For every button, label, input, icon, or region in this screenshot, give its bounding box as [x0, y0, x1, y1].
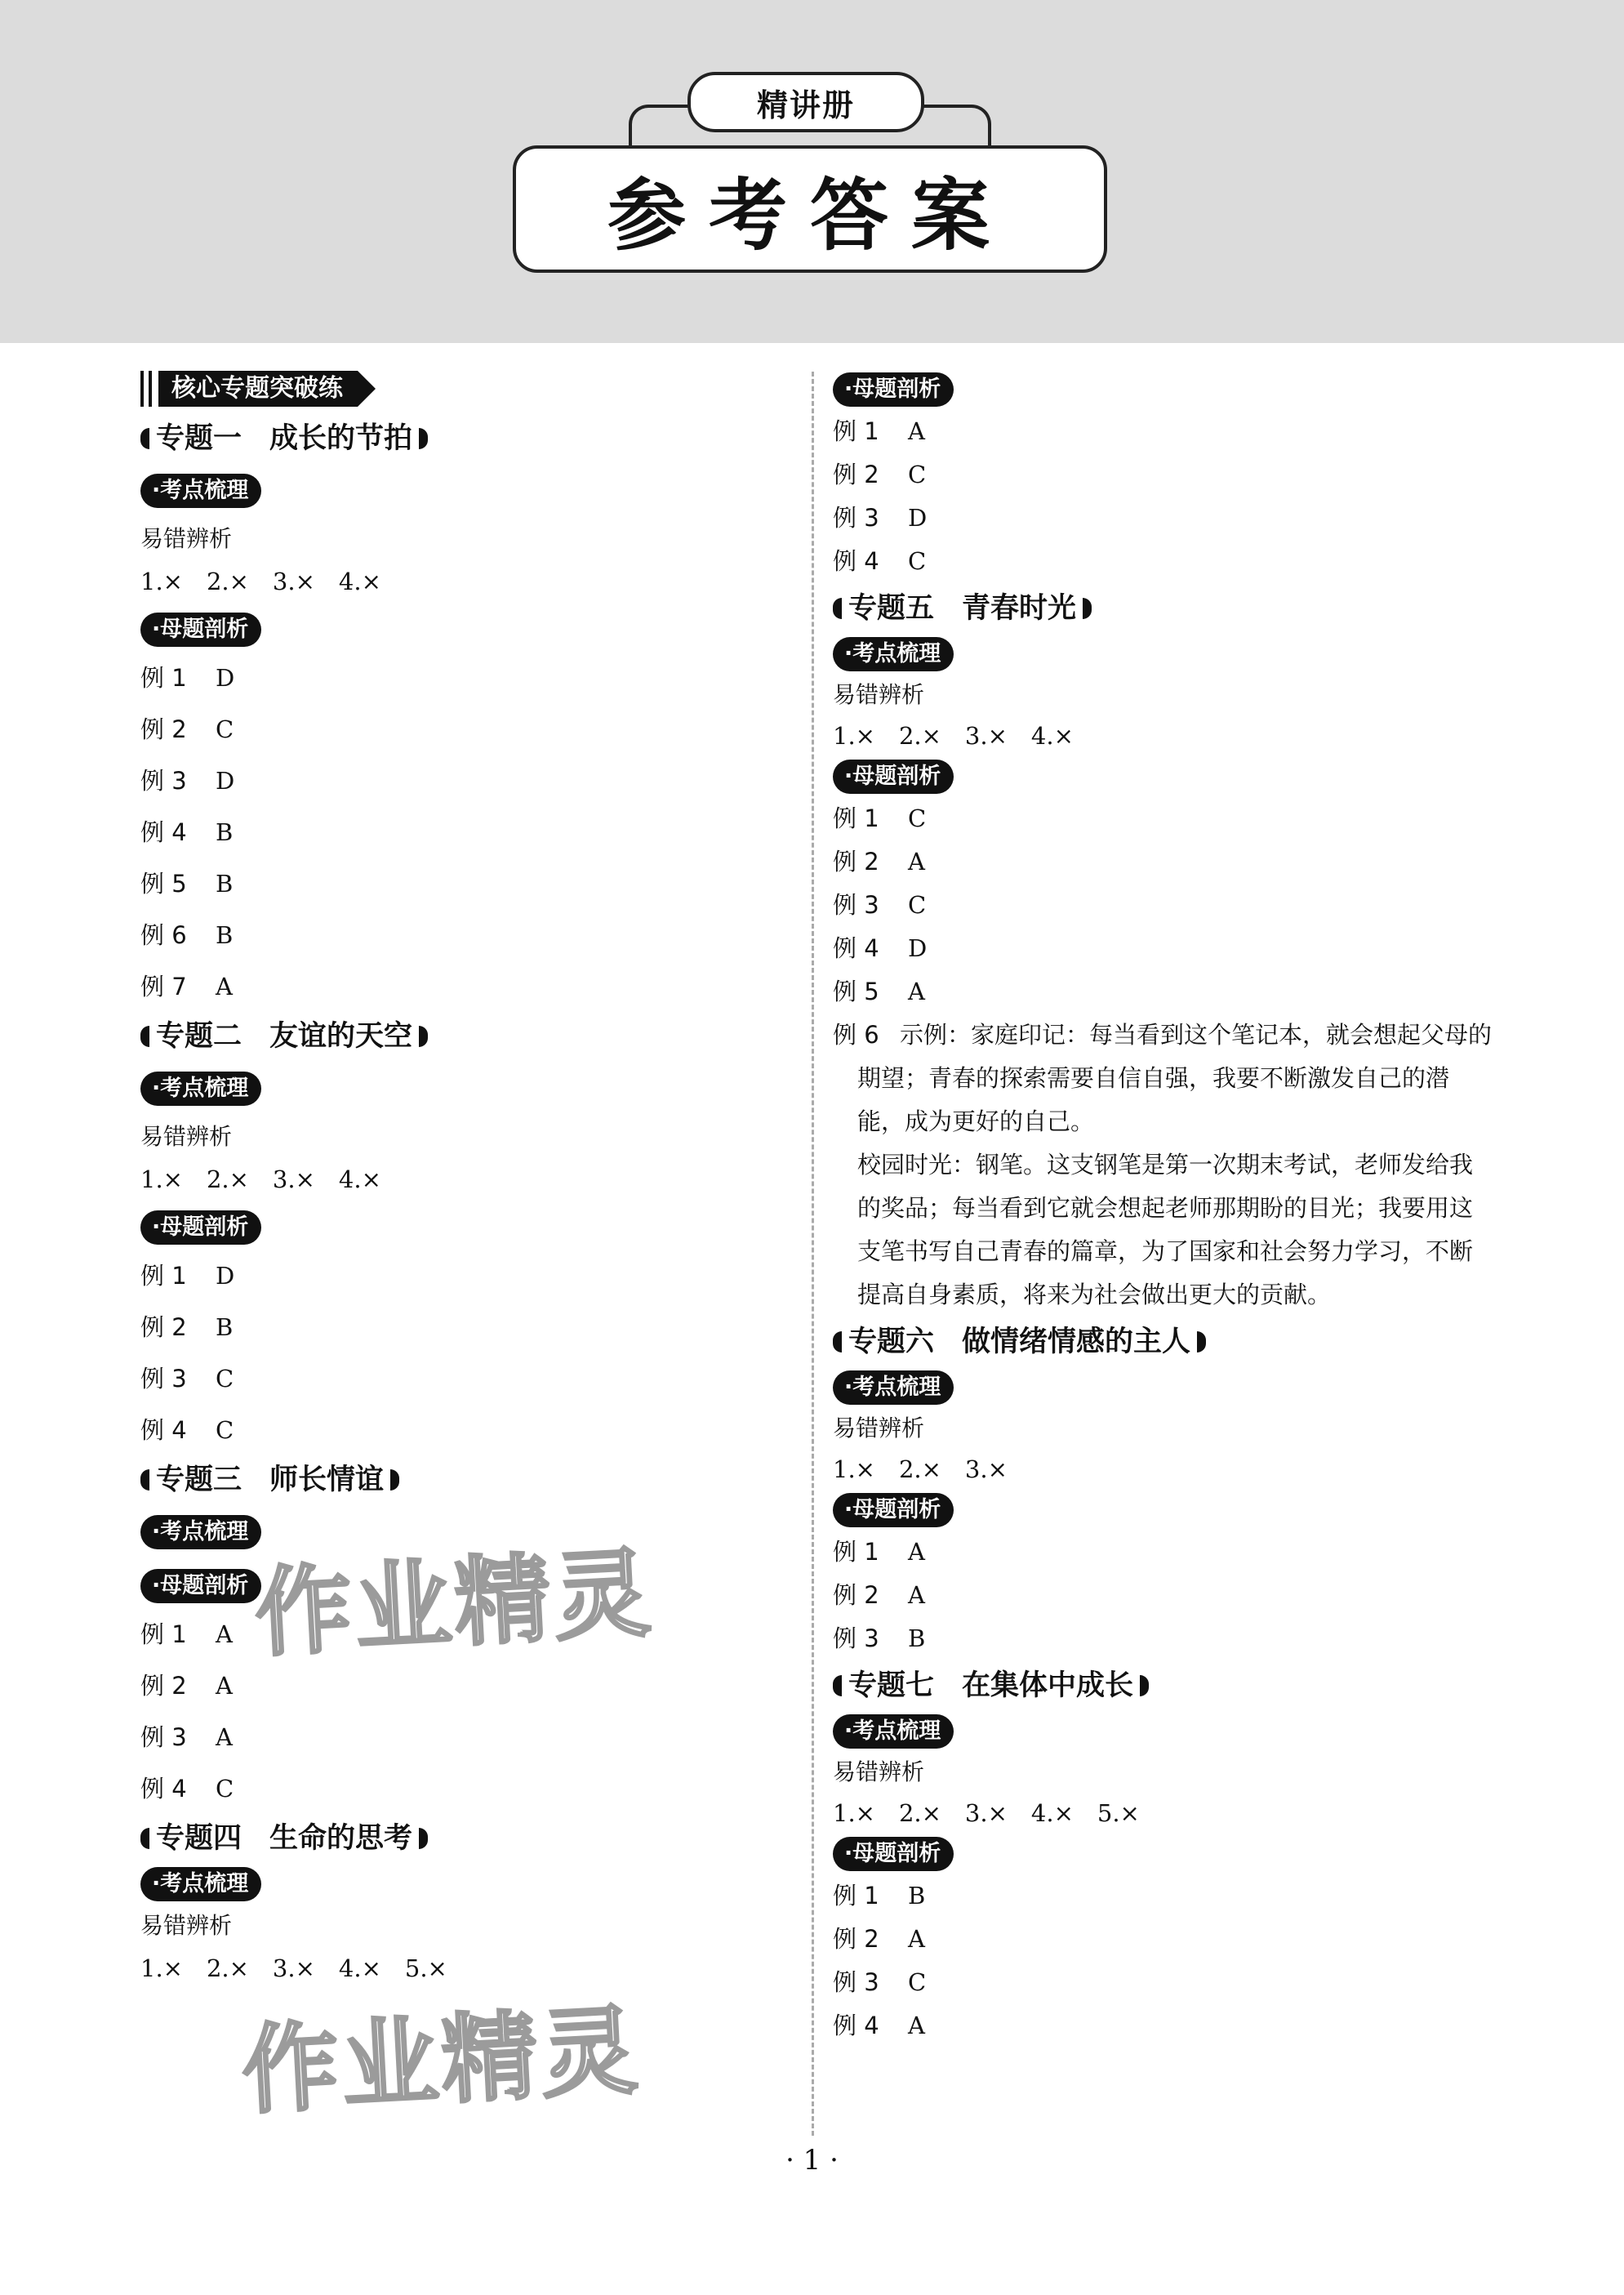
example-answer: 例 2 A: [833, 848, 925, 876]
left-column: [140, 368, 794, 1990]
example-answer: 例 3 C: [833, 891, 927, 919]
bracket-right-icon: [419, 1026, 428, 1047]
topic-5-heading: [833, 583, 1494, 634]
topic-2-heading: [140, 1011, 794, 1062]
topic-name: 成长的节拍: [269, 422, 413, 455]
topic-number: 专题三: [156, 1464, 242, 1496]
key-points-tag: ·考点梳理: [140, 1515, 261, 1549]
topic-number: 专题二: [156, 1020, 242, 1053]
example-answer: 例 1 A: [833, 1538, 925, 1566]
bracket-left-icon: [833, 1675, 842, 1696]
example-answer: 例 4 A: [833, 2012, 925, 2039]
example-answer: 例 3 C: [833, 1968, 927, 1996]
error-analysis-label: 易错辨析: [833, 1758, 925, 1785]
watermark: 作业精灵: [239, 1994, 643, 2128]
answer-line: 支笔书写自己青春的篇章，为了国家和社会努力学习，不断: [857, 1237, 1474, 1265]
example-answer: 例 2 C: [140, 715, 234, 743]
topic-name: 在集体中成长: [962, 1669, 1134, 1702]
topic-number: 专题六: [848, 1326, 935, 1358]
bracket-left-icon: [140, 1469, 149, 1491]
mother-problem-tag: ·母题剖析: [140, 1210, 261, 1245]
mother-problem-tag: ·母题剖析: [833, 1837, 954, 1871]
true-false-answers: 1.× 2.× 3.× 4.× 5.×: [833, 1799, 1140, 1827]
section-banner-label: 核心专题突破练: [158, 371, 358, 407]
example-answer: 例 1 A: [140, 1620, 233, 1648]
key-points-tag: ·考点梳理: [140, 474, 261, 508]
column-divider: [812, 372, 814, 2136]
example-answer: 例 2 A: [140, 1672, 233, 1700]
example-answer: 例 2 A: [833, 1581, 925, 1609]
example-answer: 例 4 D: [833, 934, 928, 962]
example-answer: 例 3 A: [140, 1723, 233, 1751]
mother-problem-tag: ·母题剖析: [833, 372, 954, 407]
bracket-right-icon: [1140, 1675, 1149, 1696]
key-points-tag: ·考点梳理: [833, 1714, 954, 1749]
example-answer: 例 1 B: [833, 1882, 926, 1910]
error-analysis-label: 易错辨析: [140, 1912, 233, 1939]
bracket-right-icon: [1197, 1331, 1206, 1352]
error-analysis-label: 易错辨析: [833, 681, 925, 708]
key-points-tag: ·考点梳理: [833, 1370, 954, 1405]
true-false-answers: 1.× 2.× 3.× 4.×: [140, 568, 381, 595]
example-answer: 例 2 B: [140, 1313, 234, 1341]
watermark: 作业精灵: [252, 1536, 656, 1670]
topic-3-heading: [140, 1455, 794, 1505]
example-answer: 例 1 C: [833, 804, 927, 832]
error-analysis-label: 易错辨析: [140, 525, 233, 552]
example-answer: 例 7 A: [140, 973, 233, 1000]
example-answer: 例 3 B: [833, 1624, 926, 1652]
topic-4-heading: [140, 1813, 794, 1864]
key-points-tag: ·考点梳理: [140, 1072, 261, 1106]
answer-line: 能，成为更好的自己。: [857, 1107, 1095, 1135]
topic-name: 友谊的天空: [269, 1020, 413, 1053]
true-false-answers: 1.× 2.× 3.× 4.×: [833, 722, 1074, 750]
bracket-left-icon: [833, 1331, 842, 1352]
example-answer: 例 3 D: [140, 767, 235, 795]
mother-problem-tag: ·母题剖析: [833, 1493, 954, 1527]
topic-7-heading: [833, 1660, 1494, 1711]
example-answer: 例 4 C: [833, 547, 927, 575]
right-column: [833, 368, 1494, 2048]
example-answer: 例 1 D: [140, 664, 235, 692]
example-answer: 例 5 A: [833, 978, 925, 1005]
mother-problem-tag: ·母题剖析: [833, 760, 954, 794]
example-answer: 例 5 B: [140, 870, 234, 898]
example-answer: 例 2 C: [833, 461, 927, 488]
page-title: 参考答案: [513, 145, 1107, 273]
error-analysis-label: 易错辨析: [140, 1123, 233, 1150]
true-false-answers: 1.× 2.× 3.× 4.× 5.×: [140, 1954, 447, 1982]
example-6-answer: [833, 1014, 1494, 1317]
book-label: 精讲册: [687, 72, 924, 132]
true-false-answers: 1.× 2.× 3.× 4.×: [140, 1165, 381, 1193]
error-analysis-label: 易错辨析: [833, 1415, 925, 1442]
answer-line: 校园时光：钢笔。这支钢笔是第一次期末考试，老师发给我: [857, 1151, 1474, 1179]
example-answer: 例 1 A: [833, 417, 925, 445]
bracket-right-icon: [390, 1469, 399, 1491]
bracket-left-icon: [140, 1026, 149, 1047]
topic-number: 专题一: [156, 422, 242, 455]
topic-number: 专题五: [848, 592, 935, 625]
answer-line: 提高自身素质，将来为社会做出更大的贡献。: [857, 1281, 1332, 1308]
topic-name: 青春时光: [962, 592, 1077, 625]
bracket-left-icon: [833, 598, 842, 619]
topic-6-heading: [833, 1317, 1494, 1367]
true-false-answers: 1.× 2.× 3.×: [833, 1455, 1008, 1483]
example-answer: 例 2 A: [833, 1925, 925, 1953]
example-answer: 例 3 D: [833, 504, 928, 532]
topic-name: 做情绪情感的主人: [962, 1326, 1191, 1358]
section-banner: [140, 369, 358, 408]
example-answer: 例 4 B: [140, 818, 234, 846]
bracket-right-icon: [419, 1828, 428, 1849]
answer-line: 期望；青春的探索需要自信自强，我要不断激发自己的潜: [857, 1064, 1450, 1092]
topic-1-heading: [140, 413, 794, 464]
key-points-tag: ·考点梳理: [140, 1867, 261, 1901]
example-label: 例 6: [833, 1021, 879, 1049]
topic-number: 专题四: [156, 1822, 242, 1855]
example-answer: 例 1 D: [140, 1262, 235, 1290]
mother-problem-tag: ·母题剖析: [140, 1569, 261, 1603]
page-number: · 1 ·: [785, 2144, 839, 2177]
example-answer: 例 3 C: [140, 1365, 234, 1393]
example-answer: 例 6 B: [140, 921, 234, 949]
bracket-left-icon: [140, 1828, 149, 1849]
topic-number: 专题七: [848, 1669, 935, 1702]
bracket-left-icon: [140, 428, 149, 449]
bracket-right-icon: [1083, 598, 1092, 619]
example-answer: 例 4 C: [140, 1416, 234, 1444]
mother-problem-tag: ·母题剖析: [140, 613, 261, 647]
bracket-right-icon: [419, 428, 428, 449]
answer-line: 的奖品；每当看到它就会想起老师那期盼的目光；我要用这: [857, 1194, 1474, 1222]
answer-line: 示例：家庭印记：每当看到这个笔记本，就会想起父母的: [900, 1021, 1493, 1049]
key-points-tag: ·考点梳理: [833, 637, 954, 671]
banner-bars-icon: [140, 371, 152, 407]
topic-name: 师长情谊: [269, 1464, 385, 1496]
example-answer: 例 4 C: [140, 1775, 234, 1803]
topic-name: 生命的思考: [269, 1822, 413, 1855]
